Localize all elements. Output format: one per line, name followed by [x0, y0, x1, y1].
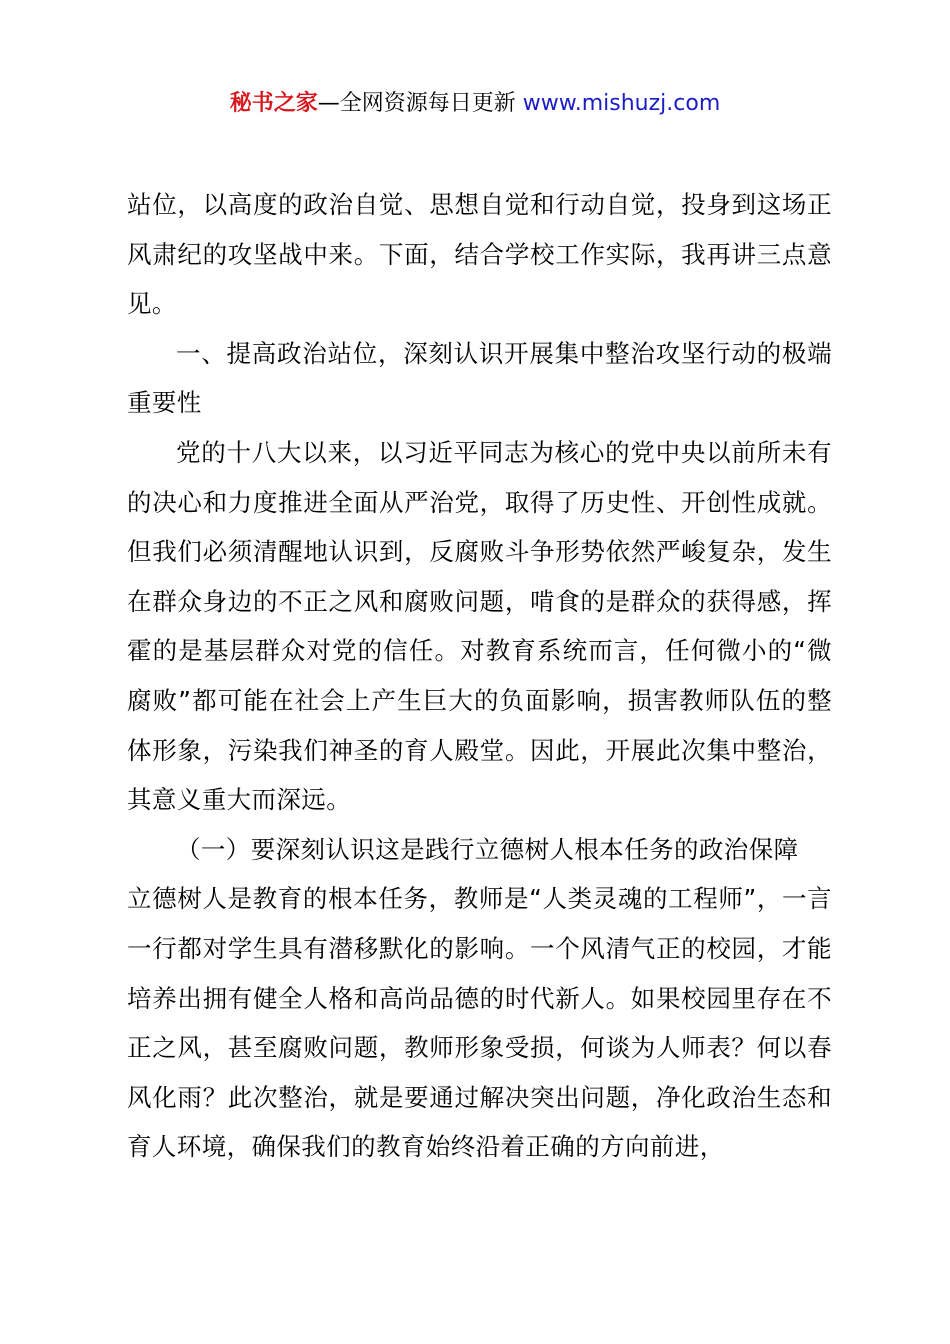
- header-tagline: —全网资源每日更新: [317, 91, 523, 116]
- document-body: [127, 180, 832, 1172]
- site-header: [0, 88, 950, 120]
- site-url-link[interactable]: www.mishuzj.com: [522, 91, 721, 116]
- brand-name: 秘书之家: [229, 91, 318, 116]
- section-heading-1: 一、提高政治站位，深刻认识开展集中整治攻坚行动的极端重要性: [127, 338, 832, 418]
- paragraph-continuation: 站位，以高度的政治自觉、思想自觉和行动自觉，投身到这场正风肃纪的攻坚战中来。下面，结合学校工作实际，我再讲三点意见。: [127, 190, 832, 319]
- paragraph: 立德树人是教育的根本任务，教师是“人类灵魂的工程师”，一言一行都对学生具有潜移默化的影响。一个风清气正的校园，才能培养出拥有健全人格和高尚品德的时代新人。如果校园里存在不正之风，甚至腐败问题，教师形象受损，何谈为人师表？何以春风化雨？此次整治，就是要通过解决突出问题，净化政治生态和育人环境，确保我们的教育始终沿着正确的方向前进，: [127, 884, 832, 1162]
- paragraph: 党的十八大以来，以习近平同志为核心的党中央以前所未有的决心和力度推进全面从严治党，取得了历史性、开创性成就。但我们必须清醒地认识到，反腐败斗争形势依然严峻复杂，发生在群众身边的不正之风和腐败问题，啃食的是群众的获得感，挥霍的是基层群众对党的信任。对教育系统而言，任何微小的“微腐败”都可能在社会上产生巨大的负面影响，损害教师队伍的整体形象，污染我们神圣的育人殿堂。因此，开展此次集中整治，其意义重大而深远。: [127, 437, 832, 815]
- subsection-heading-1: （一）要深刻认识这是践行立德树人根本任务的政治保障: [176, 834, 799, 864]
